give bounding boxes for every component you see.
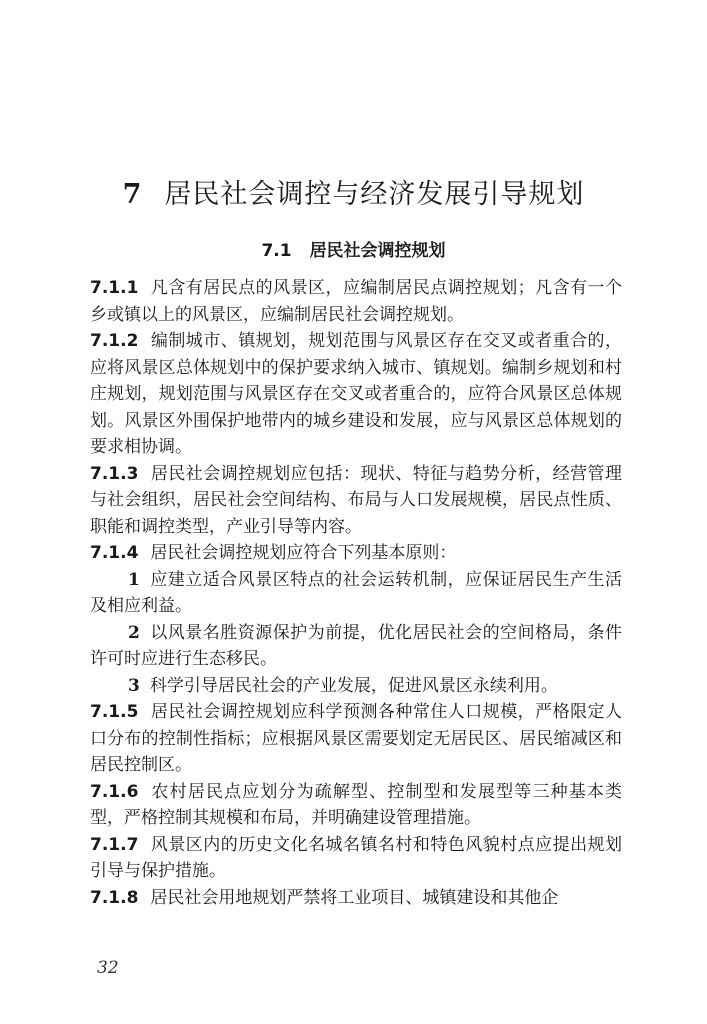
clause-7-1-7 — [90, 832, 622, 885]
clause-7-1-6 — [90, 779, 622, 832]
clause-number: 7.1.8 — [90, 887, 139, 908]
section-title — [0, 236, 707, 261]
clause-7-1-5 — [90, 699, 622, 779]
principle-item-2 — [90, 620, 622, 673]
clause-7-1-4 — [90, 540, 622, 567]
item-number: 3 — [128, 675, 140, 696]
item-text: 科学引导居民社会的产业发展，促进风景区永续利用。 — [149, 675, 558, 696]
clause-text: 居民社会调控规划应包括：现状、特征与趋势分析，经营管理与社会组织，居民社会空间结构、布局与人口发展规模，居民点性质、职能和调控类型，产业引导等内容。 — [90, 463, 622, 537]
clause-text: 凡含有居民点的风景区，应编制居民点调控规划；凡含有一个乡或镇以上的风景区，应编制居民社会调控规划。 — [90, 278, 622, 325]
clause-text: 农村居民点应划分为疏解型、控制型和发展型等三种基本类型，严格控制其规模和布局，并明确建设管理措施。 — [90, 781, 622, 828]
item-number: 2 — [128, 622, 140, 643]
item-text: 以风景名胜资源保护为前提，优化居民社会的空间格局，条件许可时应进行生态移民。 — [90, 622, 622, 669]
clause-number: 7.1.3 — [90, 463, 139, 484]
page-number: 32 — [97, 958, 119, 978]
clause-7-1-8 — [90, 885, 622, 912]
chapter-number: 7 — [122, 179, 143, 210]
clause-number: 7.1.2 — [90, 331, 139, 351]
clause-text: 编制城市、镇规划，规划范围与风景区存在交叉或者重合的，应将风景区总体规划中的保护要求纳入城市、镇规划。编制乡规划和村庄规划，规划范围与风景区存在交叉或者重合的，应符合风景区总体规划。风景区外围保护地带内的城乡建设和发展，应与风景区总体规划的要求相协调。 — [90, 331, 622, 457]
clause-number: 7.1.1 — [90, 278, 139, 298]
body-text — [90, 275, 622, 911]
clause-text: 居民社会用地规划严禁将工业项目、城镇建设和其他企 — [150, 887, 559, 908]
chapter-title-text: 居民社会调控与经济发展引导规划 — [164, 179, 585, 210]
clause-7-1-3 — [90, 461, 622, 541]
clause-7-1-2 — [90, 328, 622, 461]
clause-text: 居民社会调控规划应符合下列基本原则： — [150, 543, 457, 563]
chapter-title — [0, 172, 707, 211]
clause-number: 7.1.7 — [90, 834, 139, 855]
clause-number: 7.1.4 — [90, 543, 139, 563]
principle-item-3 — [90, 673, 622, 700]
clause-7-1-1 — [90, 275, 622, 328]
section-number: 7.1 — [261, 241, 292, 261]
item-text: 应建立适合风景区特点的社会运转机制，应保证居民生产生活及相应利益。 — [90, 569, 622, 616]
clause-text: 风景区内的历史文化名城名镇名村和特色风貌村点应提出规划引导与保护措施。 — [90, 834, 622, 881]
item-number: 1 — [128, 569, 140, 590]
clause-number: 7.1.5 — [90, 702, 139, 722]
clause-text: 居民社会调控规划应科学预测各种常住人口规模，严格限定人口分布的控制性指标；应根据风景区需要划定无居民区、居民缩减区和居民控制区。 — [90, 702, 622, 775]
section-title-text: 居民社会调控规划 — [309, 241, 446, 261]
principle-item-1 — [90, 567, 622, 620]
clause-number: 7.1.6 — [90, 781, 139, 802]
